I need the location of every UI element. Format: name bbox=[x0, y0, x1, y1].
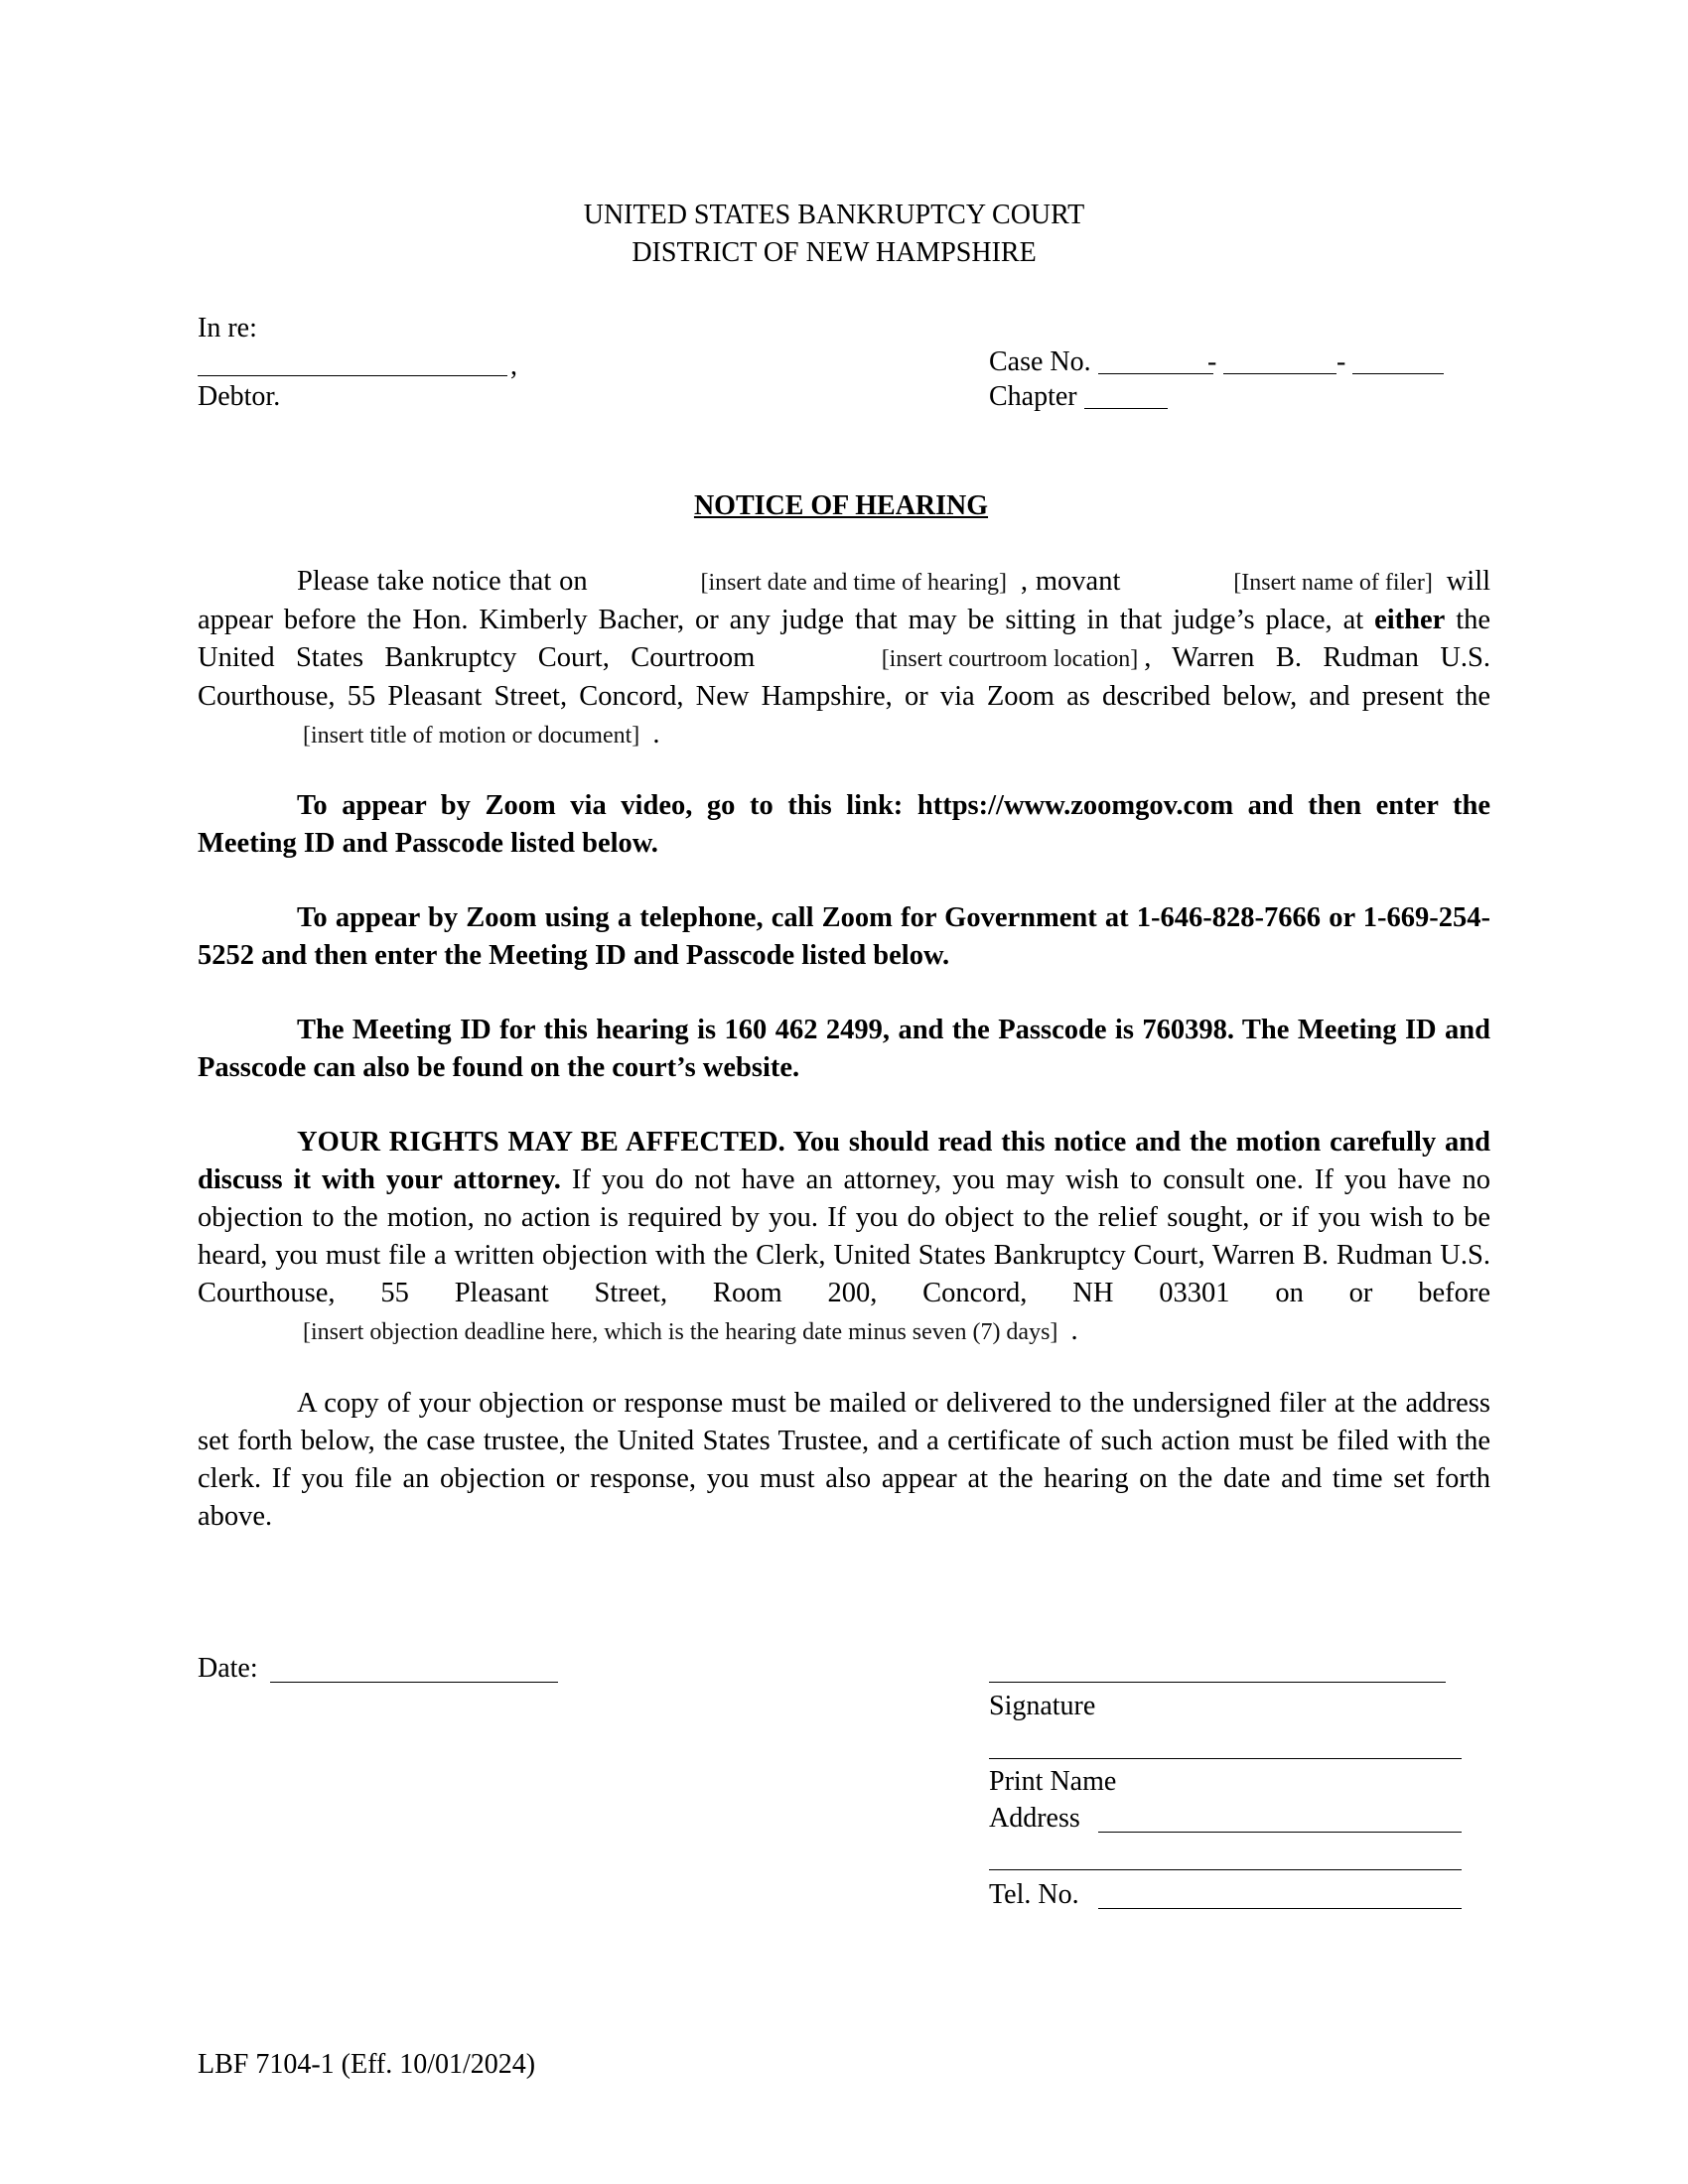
case-no-dash-2: - bbox=[1336, 346, 1346, 377]
print-name-label: Print Name bbox=[989, 1766, 1117, 1797]
court-name: UNITED STATES BANKRUPTCY COURT bbox=[583, 200, 1085, 230]
rights-warning: YOUR RIGHTS MAY BE AFFECTED. You should read this notice and the motion carefully and discuss it with your attorney. bbox=[198, 1127, 1490, 1195]
hearing-date-field[interactable]: [insert date and time of hearing] bbox=[700, 570, 1008, 596]
p1-text-3: will appear before the Hon. Kimberly Bacher, or any judge that may be sitting in that judge’s place, at bbox=[198, 566, 1491, 635]
hearing-notice-paragraph bbox=[198, 563, 1490, 754]
court-district: DISTRICT OF NEW HAMPSHIRE bbox=[632, 237, 1037, 268]
case-no-line-2 bbox=[1223, 373, 1336, 374]
date-line[interactable] bbox=[270, 1682, 558, 1683]
date-label: Date: bbox=[198, 1653, 258, 1684]
signature-label: Signature bbox=[989, 1691, 1096, 1721]
rights-end: . bbox=[1070, 1315, 1078, 1346]
debtor-label: Debtor. bbox=[198, 381, 281, 412]
print-name-line[interactable] bbox=[989, 1758, 1462, 1759]
case-no-line-1 bbox=[1098, 373, 1213, 374]
p1-text-5: , Warren B. Rudman U.S. Courthouse, 55 Pleasant Street, Concord, New Hampshire, or via Zoom as described below, and present the bbox=[198, 642, 1490, 712]
courtroom-location-field[interactable]: [insert courtroom location] bbox=[881, 646, 1139, 672]
in-re-label: In re: bbox=[198, 313, 257, 343]
p1-text-either: either bbox=[1374, 605, 1446, 635]
debtor-name-line bbox=[198, 375, 507, 376]
case-no-line-3 bbox=[1352, 373, 1444, 374]
chapter-line bbox=[1084, 408, 1168, 409]
meeting-id-paragraph: The Meeting ID for this hearing is 160 462 2499, and the Passcode is 760398. The Meeting ID and Passcode can also be found on the court’s website. bbox=[198, 1015, 1490, 1083]
tel-no-label: Tel. No. bbox=[989, 1879, 1079, 1910]
zoom-video-paragraph: To appear by Zoom via video, go to this link: https://www.zoomgov.com and then enter the Meeting ID and Passcode listed below. bbox=[198, 790, 1490, 859]
p1-text-2: , movant bbox=[1020, 566, 1121, 597]
filer-name-field[interactable]: [Insert name of filer] bbox=[1233, 570, 1433, 596]
rights-text: If you do not have an attorney, you may wish to consult one. If you have no objection to the motion, no action is required by you. If you do object to the relief sought, or if you wish to be heard, you must file a written objection with the Clerk, United States Bankruptcy Court, Warren B. Rudman U.S. Courthouse, 55 Pleasant Street, Room 200, Concord, NH 03301 on or before bbox=[198, 1164, 1490, 1308]
p1-text-4: the United States Bankruptcy Court, Courtroom bbox=[198, 605, 1491, 673]
motion-title-field[interactable]: [insert title of motion or document] bbox=[303, 723, 640, 749]
tel-no-line[interactable] bbox=[1098, 1908, 1462, 1909]
p1-text-1: Please take notice that on bbox=[297, 566, 588, 597]
zoom-telephone-paragraph: To appear by Zoom using a telephone, call Zoom for Government at 1-646-828-7666 or 1-669-254-5252 and then enter the Meeting ID and Passcode listed below. bbox=[198, 902, 1490, 971]
address-label: Address bbox=[989, 1803, 1080, 1834]
p1-text-6: . bbox=[652, 719, 660, 750]
address-line-2[interactable] bbox=[989, 1869, 1462, 1870]
objection-deadline-field[interactable]: [insert objection deadline here, which is the hearing date minus seven (7) days] bbox=[303, 1319, 1058, 1345]
objection-copy-paragraph: A copy of your objection or response must be mailed or delivered to the undersigned filer at the address set forth below, the case trustee, the United States Trustee, and a certificate of such action must be filed with the clerk. If you file an objection or response, you must also appear at the hearing on the date and time set forth above. bbox=[198, 1388, 1490, 1532]
debtor-comma: , bbox=[510, 350, 517, 381]
case-no-label: Case No. bbox=[989, 346, 1091, 377]
address-line-1[interactable] bbox=[1098, 1832, 1462, 1833]
rights-paragraph bbox=[198, 1124, 1490, 1351]
case-no-dash-1: - bbox=[1207, 346, 1217, 377]
signature-line[interactable] bbox=[989, 1682, 1446, 1683]
notice-title: NOTICE OF HEARING bbox=[693, 490, 989, 521]
form-number-footer: LBF 7104-1 (Eff. 10/01/2024) bbox=[198, 2049, 536, 2080]
chapter-label: Chapter bbox=[989, 381, 1077, 412]
